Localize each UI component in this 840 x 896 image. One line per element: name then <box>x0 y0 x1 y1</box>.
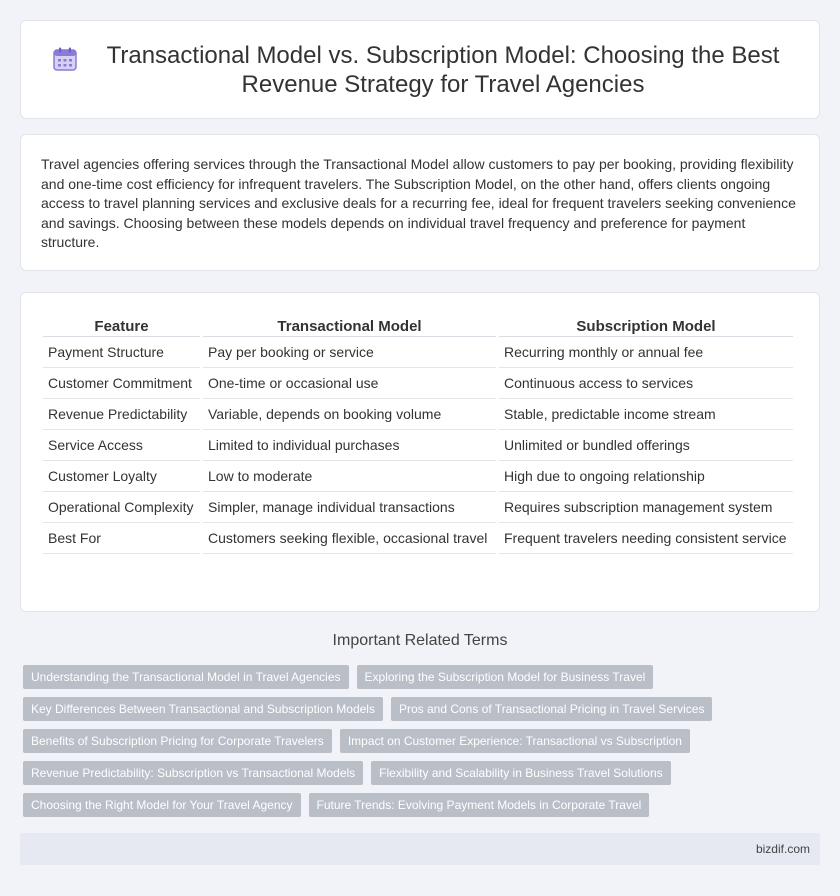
table-cell: Limited to individual purchases <box>203 430 496 461</box>
header-feature: Feature <box>43 315 200 337</box>
table-cell: Best For <box>43 523 200 554</box>
table-cell: Customers seeking flexible, occasional travel <box>203 523 496 554</box>
table-cell: Stable, predictable income stream <box>499 399 793 430</box>
table-cell: Requires subscription management system <box>499 492 793 523</box>
comparison-table-card <box>20 292 820 612</box>
table-row <box>43 430 793 461</box>
footer <box>20 833 820 865</box>
tag-row <box>23 729 823 753</box>
table-row <box>43 368 793 399</box>
related-term-link[interactable]: Impact on Customer Experience: Transactional vs Subscription <box>340 729 690 753</box>
table-cell: Recurring monthly or annual fee <box>499 337 793 368</box>
related-term-link[interactable]: Future Trends: Evolving Payment Models in Corporate Travel <box>309 793 650 817</box>
table-cell: Service Access <box>43 430 200 461</box>
table-cell: Revenue Predictability <box>43 399 200 430</box>
related-term-link[interactable]: Choosing the Right Model for Your Travel Agency <box>23 793 301 817</box>
table-cell: Variable, depends on booking volume <box>203 399 496 430</box>
table-cell: Low to moderate <box>203 461 496 492</box>
table-cell: Payment Structure <box>43 337 200 368</box>
footer-site-link[interactable]: bizdif.com <box>755 842 810 856</box>
table-row <box>43 461 793 492</box>
table-cell: High due to ongoing relationship <box>499 461 793 492</box>
page-title: Transactional Model vs. Subscription Model: Choosing the Best Revenue Strategy for Travel Agencies <box>106 41 780 98</box>
tag-row <box>23 793 823 817</box>
related-term-link[interactable]: Flexibility and Scalability in Business Travel Solutions <box>371 761 670 785</box>
related-term-link[interactable]: Key Differences Between Transactional and Subscription Models <box>23 697 383 721</box>
table-cell: Customer Loyalty <box>43 461 200 492</box>
title-wrap <box>52 41 788 99</box>
tag-row <box>23 697 823 721</box>
table-header-row <box>43 315 793 337</box>
table-cell: Simpler, manage individual transactions <box>203 492 496 523</box>
table-row <box>43 523 793 554</box>
title-card <box>20 20 820 119</box>
related-terms-title: Important Related Terms <box>332 632 508 649</box>
table-cell: Frequent travelers needing consistent service <box>499 523 793 554</box>
table-row <box>43 399 793 430</box>
header-transactional: Transactional Model <box>203 315 496 337</box>
related-terms-list <box>23 665 823 825</box>
intro-card <box>20 134 820 271</box>
tag-row <box>23 665 823 689</box>
calendar-icon <box>52 46 78 72</box>
table-row <box>43 337 793 368</box>
header-subscription: Subscription Model <box>499 315 793 337</box>
table-cell: Customer Commitment <box>43 368 200 399</box>
related-term-link[interactable]: Exploring the Subscription Model for Business Travel <box>357 665 654 689</box>
tag-row <box>23 761 823 785</box>
related-term-link[interactable]: Pros and Cons of Transactional Pricing in Travel Services <box>391 697 712 721</box>
table-cell: Pay per booking or service <box>203 337 496 368</box>
table-cell: Unlimited or bundled offerings <box>499 430 793 461</box>
table-cell: Operational Complexity <box>43 492 200 523</box>
intro-paragraph: Travel agencies offering services through the Transactional Model allow customers to pay per booking, providing flexibility and one-time cost efficiency for infrequent travelers. The Subscription Model, on the other hand, offers clients ongoing access to travel planning services and exclusive deals for a recurring fee, ideal for frequent travelers seeking convenience and savings. Choosing between these models depends on individual travel frequency and preference for payment structure. <box>41 156 796 250</box>
table-cell: One-time or occasional use <box>203 368 496 399</box>
related-term-link[interactable]: Revenue Predictability: Subscription vs Transactional Models <box>23 761 363 785</box>
related-term-link[interactable]: Understanding the Transactional Model in Travel Agencies <box>23 665 349 689</box>
comparison-table <box>40 315 796 554</box>
table-row <box>43 492 793 523</box>
table-cell: Continuous access to services <box>499 368 793 399</box>
related-term-link[interactable]: Benefits of Subscription Pricing for Corporate Travelers <box>23 729 332 753</box>
